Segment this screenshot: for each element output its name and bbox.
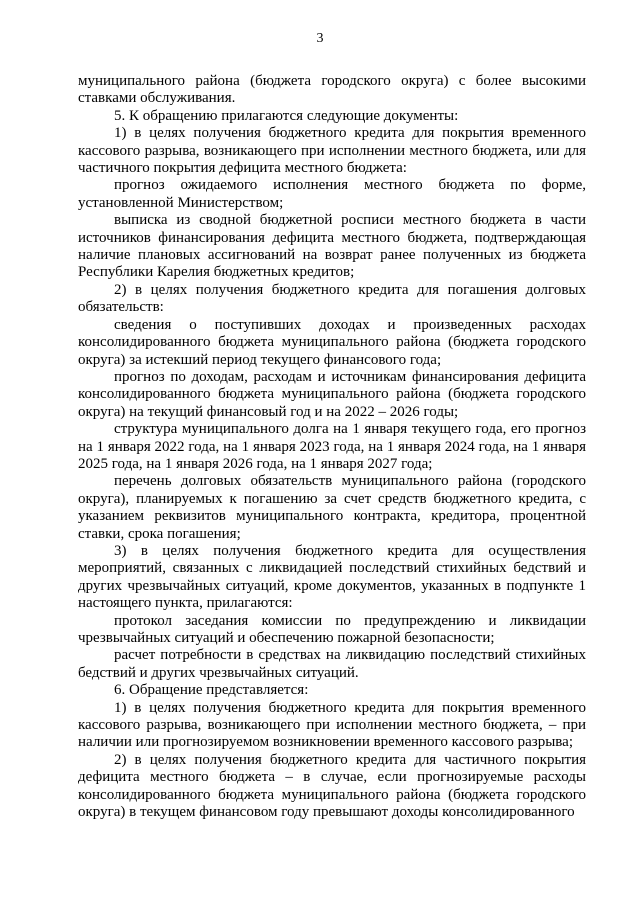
- paragraph-item-6: 6. Обращение представляется:: [114, 682, 309, 699]
- paragraph-5-2: 2) в целях получения бюджетного кредита для погашения долговых обязательств:: [78, 281, 586, 316]
- page-number: 3: [316, 31, 324, 46]
- paragraph-5-1: 1) в целях получения бюджетного кредита для покрытия временного кассового разрыва, возникающего при исполнении местного бюджета, или для частичного покрытия дефицита местного бюджета:: [78, 125, 586, 177]
- paragraph-5-2-revenue: сведения о поступивших доходах и произведенных расходах консолидированного бюджета муниципального района (бюджета городского округа) за истекший период текущего финансового года;: [78, 316, 586, 368]
- paragraph-item-5: 5. К обращению прилагаются следующие документы:: [114, 107, 459, 124]
- paragraph-5-3-calculation: расчет потребности в средствах на ликвидацию последствий стихийных бедствий и других чрезвычайных ситуаций.: [78, 647, 586, 681]
- paragraph-5-1-extract: выписка из сводной бюджетной росписи местного бюджета в части источников финансирования дефицита местного бюджета, подтверждающая наличие плановых ассигнований на возврат ранее полученных из бюджета Республики Карелия бюджетных кредитов;: [78, 212, 586, 281]
- document-body: [78, 73, 586, 821]
- paragraph-5-2-forecast: прогноз по доходам, расходам и источникам финансирования дефицита консолидированного бюджета муниципального района (бюджета городского округа) на текущий финансовый год и на 2022 – 2026 годы;: [78, 368, 586, 420]
- paragraph-continuation: муниципального района (бюджета городского округа) с более высокими ставками обслуживания.: [78, 73, 586, 107]
- paragraph-6-1: 1) в целях получения бюджетного кредита для покрытия временного кассового разрыва, возникающего при исполнении местного бюджета, – при наличии или прогнозируемом возникновении временного кассового разрыва;: [78, 699, 586, 751]
- paragraph-5-2-debt-structure: структура муниципального долга на 1 января текущего года, его прогноз на 1 января 2022 года, на 1 января 2023 года, на 1 января 2024 года, на 1 января 2025 года, на 1 января 2026 года, на 1 января 2027 года;: [78, 421, 586, 472]
- paragraph-6-2: 2) в целях получения бюджетного кредита для частичного покрытия дефицита местного бюджета – в случае, если прогнозируемые расходы консолидированного бюджета муниципального района (бюджета городского округа) в текущем финансовом году превышают доходы консолидированного: [78, 751, 586, 821]
- paragraph-5-3-protocol: протокол заседания комиссии по предупреждению и ликвидации чрезвычайных ситуаций и обеспечению пожарной безопасности;: [78, 612, 586, 646]
- paragraph-5-2-obligations: перечень долговых обязательств муниципального района (городского округа), планируемых к погашению за счет средств бюджетного кредита, с указанием реквизитов муниципального контракта, кредитора, процентной ставки, срока погашения;: [78, 473, 586, 542]
- paragraph-5-1-forecast: прогноз ожидаемого исполнения местного бюджета по форме, установленной Министерством;: [78, 177, 586, 211]
- paragraph-5-3: 3) в целях получения бюджетного кредита для осуществления мероприятий, связанных с ликвидацией последствий стихийных бедствий и других чрезвычайных ситуаций, кроме документов, указанных в подпункте 1 настоящего пункта, прилагаются:: [78, 542, 586, 612]
